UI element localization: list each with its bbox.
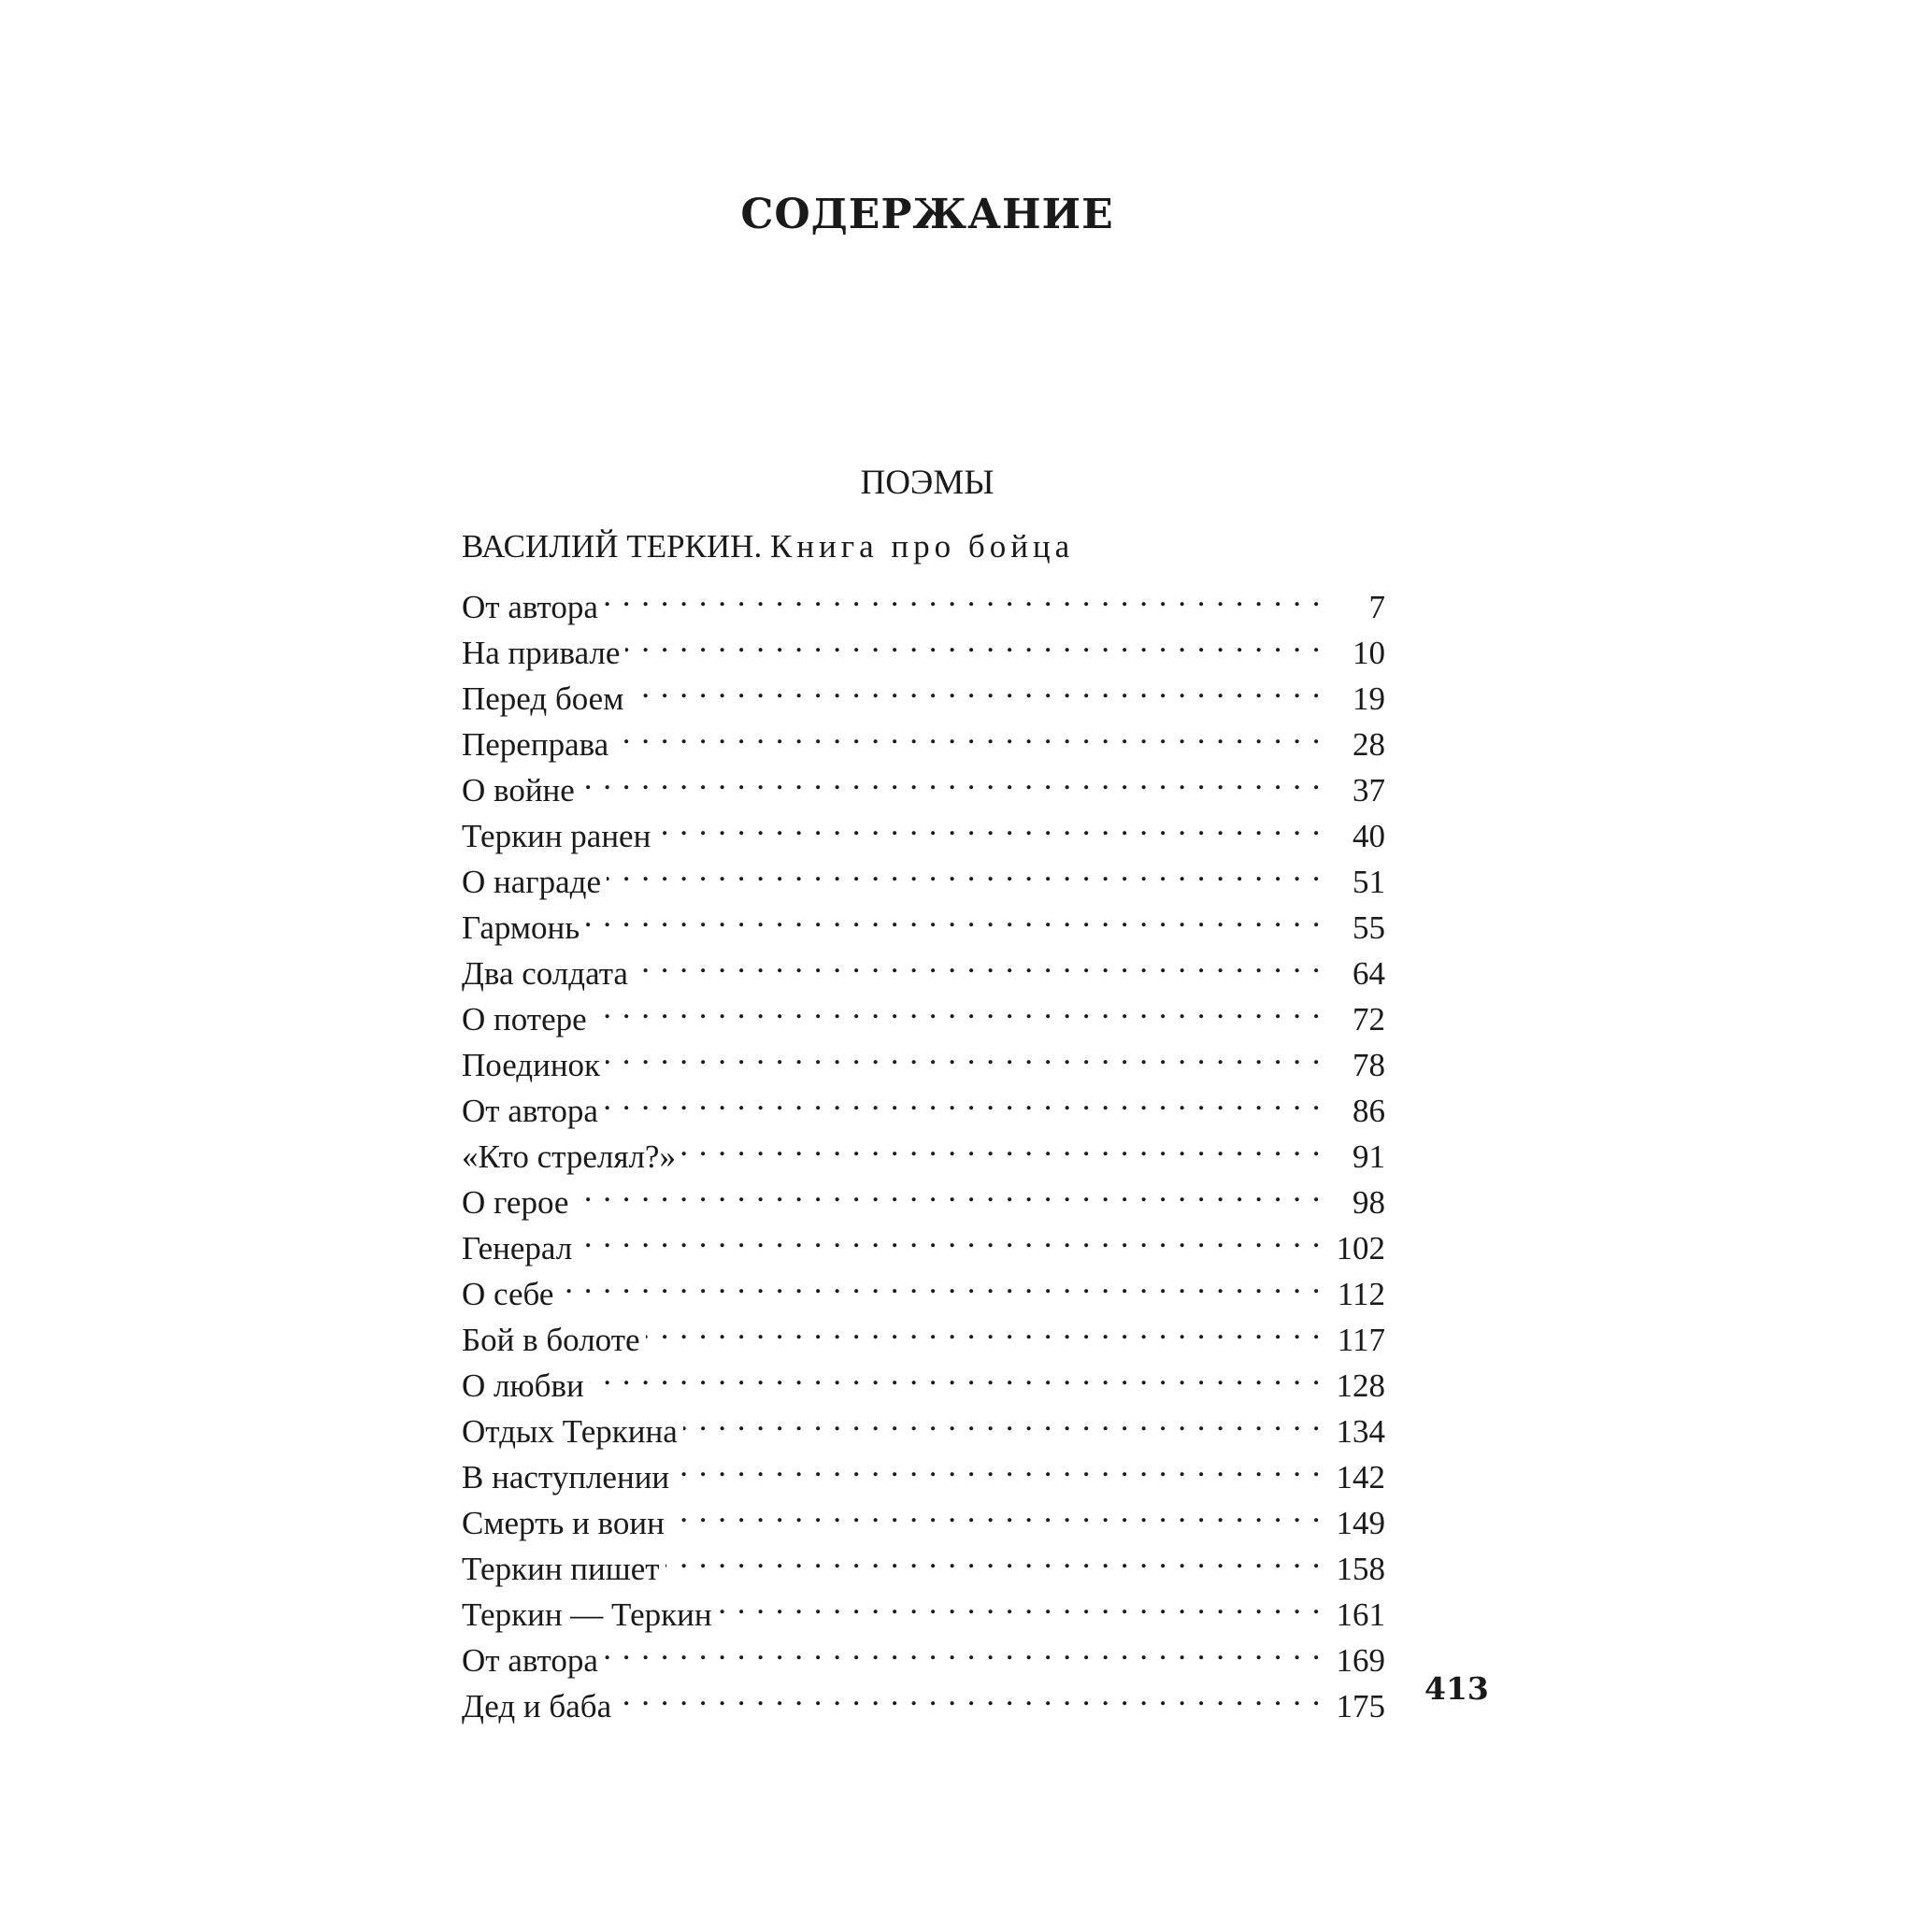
toc-entry-title: Теркин ранен [462, 818, 651, 854]
dot-leader [593, 984, 1322, 1030]
toc-entry-page: 40 [1352, 818, 1385, 854]
toc-entry-title: Переправа [462, 726, 609, 763]
toc-entry-title: От автора [462, 589, 598, 625]
toc-entry[interactable] [462, 1213, 1385, 1267]
dot-leader [607, 847, 1322, 893]
work-title-main: ВАСИЛИЙ ТЕРКИН. [462, 528, 763, 565]
toc-entry-page: 169 [1336, 1642, 1385, 1679]
toc-entry-page: 91 [1352, 1138, 1385, 1175]
dot-leader [617, 1671, 1322, 1717]
toc-entry-page: 149 [1336, 1505, 1385, 1541]
toc-entry-page: 158 [1336, 1551, 1385, 1587]
toc-entry-page: 112 [1337, 1276, 1385, 1312]
toc-entry[interactable] [462, 938, 1385, 992]
toc-entry[interactable] [462, 1351, 1385, 1404]
toc-entry[interactable] [462, 801, 1385, 854]
toc-entry-title: В наступлении [462, 1459, 670, 1496]
toc-entry-title: От автора [462, 1642, 598, 1679]
toc-entry-page: 64 [1352, 955, 1385, 992]
toc-entry[interactable] [462, 893, 1385, 946]
toc-entry-page: 19 [1352, 680, 1385, 717]
section-title: ПОЭМЫ [860, 464, 995, 502]
toc-entry-title: Дед и баба [462, 1688, 612, 1724]
toc-entry-title: О награде [462, 864, 602, 900]
toc-entry-page: 51 [1352, 864, 1385, 900]
toc-entry-page: 10 [1352, 635, 1385, 671]
toc-entry-title: Смерть и воин [462, 1505, 665, 1541]
toc-entry[interactable] [462, 1396, 1385, 1450]
toc-entry-page: 102 [1336, 1230, 1385, 1267]
dot-leader [604, 1625, 1322, 1671]
toc-entry-title: Отдых Теркина [462, 1413, 678, 1450]
dot-leader [629, 664, 1322, 709]
toc-entry-title: Перед боем [462, 680, 624, 717]
toc-entry[interactable] [462, 1030, 1385, 1083]
dot-leader [604, 572, 1322, 618]
dot-leader [606, 1030, 1322, 1076]
toc-entry-title: На привале [462, 635, 621, 671]
toc-entry-page: 72 [1352, 1001, 1385, 1038]
toc-entry-title: От автора [462, 1093, 598, 1129]
dot-leader [559, 1259, 1322, 1305]
dot-leader [683, 1396, 1322, 1442]
toc-entry-title: О любви [462, 1367, 584, 1404]
toc-entry-page: 7 [1368, 589, 1385, 625]
toc-entry-title: О герое [462, 1184, 569, 1221]
toc-entry-title: О себе [462, 1276, 554, 1312]
toc-entry-title: Теркин — Теркин [462, 1596, 712, 1633]
toc-entry-page: 117 [1337, 1322, 1385, 1358]
toc-entry[interactable] [462, 984, 1385, 1038]
dot-leader [585, 893, 1322, 938]
page-title: СОДЕРЖАНИЕ [740, 191, 1114, 238]
toc-entry-title: Два солдата [462, 955, 628, 992]
toc-entry-title: Гармонь [462, 909, 580, 946]
toc-entry[interactable] [462, 755, 1385, 809]
toc-entry-page: 86 [1352, 1093, 1385, 1129]
work-title [462, 523, 1074, 570]
toc-entry-page: 28 [1352, 726, 1385, 763]
toc-entry[interactable] [462, 1305, 1385, 1358]
toc-entry[interactable] [462, 1167, 1385, 1221]
toc-entry-page: 128 [1336, 1367, 1385, 1404]
dot-leader [675, 1442, 1322, 1488]
dot-leader [665, 1534, 1322, 1580]
page-number: 413 [1424, 1670, 1489, 1707]
dot-leader [614, 709, 1322, 755]
dot-leader [625, 618, 1322, 664]
dot-leader [656, 801, 1322, 847]
toc-entry-title: Генерал [462, 1230, 573, 1267]
toc-entry-page: 161 [1336, 1596, 1385, 1633]
toc-entry-page: 175 [1336, 1688, 1385, 1724]
dot-leader [580, 755, 1322, 801]
toc-entry-title: Теркин пишет [462, 1551, 660, 1587]
toc-entry-title: Бой в болоте [462, 1322, 640, 1358]
dot-leader [670, 1488, 1322, 1534]
toc-entry-page: 142 [1336, 1459, 1385, 1496]
dot-leader [604, 1076, 1322, 1122]
toc-entry-page: 37 [1352, 772, 1385, 809]
toc-entry[interactable] [462, 572, 1385, 625]
toc-entry-title: О войне [462, 772, 575, 809]
work-subtitle: Книга про бойца [769, 528, 1075, 565]
dot-leader [646, 1305, 1322, 1351]
dot-leader [590, 1351, 1322, 1396]
dot-leader [681, 1122, 1322, 1167]
dot-leader [578, 1213, 1322, 1259]
table-of-contents [462, 572, 1385, 1724]
dot-leader [718, 1580, 1322, 1625]
dot-leader [574, 1167, 1322, 1213]
toc-entry-page: 55 [1352, 909, 1385, 946]
toc-entry-page: 78 [1352, 1047, 1385, 1083]
toc-entry[interactable] [462, 1259, 1385, 1312]
toc-entry-page: 134 [1336, 1413, 1385, 1450]
toc-entry-title: «Кто стрелял?» [462, 1138, 676, 1175]
toc-entry-title: Поединок [462, 1047, 601, 1083]
toc-entry-page: 98 [1352, 1184, 1385, 1221]
toc-entry-title: О потере [462, 1001, 587, 1038]
dot-leader [634, 938, 1322, 984]
